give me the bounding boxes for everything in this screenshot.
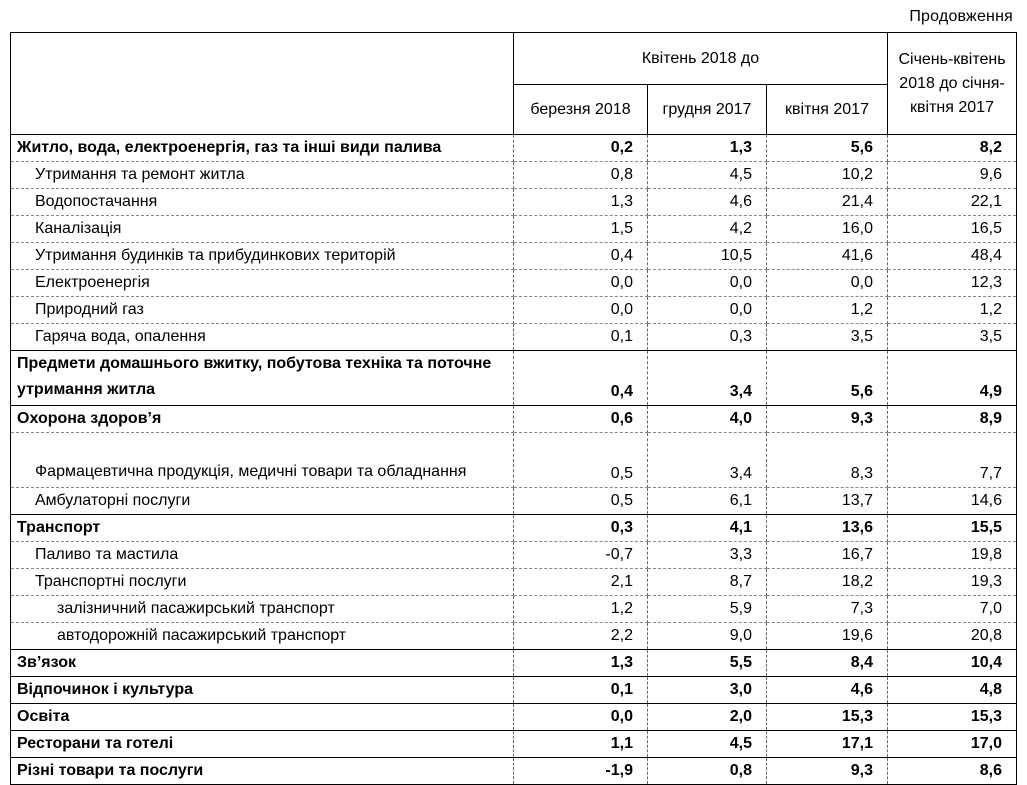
row-value: 4,5 [648, 731, 767, 758]
table-row [11, 406, 1017, 433]
row-value: 19,8 [888, 542, 1017, 569]
row-value: 8,7 [648, 569, 767, 596]
row-label: Транспорт [11, 515, 514, 542]
row-value: 8,9 [888, 406, 1017, 433]
row-label: Фармацевтична продукція, медичні товари та обладнання [11, 433, 514, 488]
table-row [11, 623, 1017, 650]
table-row [11, 731, 1017, 758]
row-value: 0,1 [514, 677, 648, 704]
row-value: -0,7 [514, 542, 648, 569]
row-value: 1,3 [514, 650, 648, 677]
table-row [11, 297, 1017, 324]
row-label: Відпочинок і культура [11, 677, 514, 704]
table-row [11, 569, 1017, 596]
row-value: 4,1 [648, 515, 767, 542]
row-label: Утримання та ремонт житла [11, 162, 514, 189]
table-row [11, 650, 1017, 677]
row-value: 20,8 [888, 623, 1017, 650]
row-value: 1,5 [514, 216, 648, 243]
row-value: 3,0 [648, 677, 767, 704]
row-value: 0,4 [514, 351, 648, 406]
row-value: 9,3 [767, 406, 888, 433]
row-value: 4,0 [648, 406, 767, 433]
row-label: Предмети домашнього вжитку, побутова техніка та поточне утримання житла [11, 351, 514, 406]
row-value: 5,9 [648, 596, 767, 623]
row-value: 0,0 [648, 297, 767, 324]
row-value: 10,4 [888, 650, 1017, 677]
row-value: 0,0 [514, 704, 648, 731]
row-value: 8,2 [888, 135, 1017, 162]
row-value: 7,0 [888, 596, 1017, 623]
row-value: 5,5 [648, 650, 767, 677]
table-row [11, 324, 1017, 351]
row-value: 1,2 [767, 297, 888, 324]
row-label: Природний газ [11, 297, 514, 324]
row-value: 48,4 [888, 243, 1017, 270]
row-value: 4,6 [648, 189, 767, 216]
row-value: 13,7 [767, 488, 888, 515]
row-value: 18,2 [767, 569, 888, 596]
table-row [11, 488, 1017, 515]
row-value: 17,0 [888, 731, 1017, 758]
row-value: 4,9 [888, 351, 1017, 406]
row-label: Освіта [11, 704, 514, 731]
row-value: 22,1 [888, 189, 1017, 216]
table-row [11, 216, 1017, 243]
row-value: 12,3 [888, 270, 1017, 297]
row-value: 8,4 [767, 650, 888, 677]
row-value: 21,4 [767, 189, 888, 216]
row-label: залізничний пасажирський транспорт [11, 596, 514, 623]
row-label: Каналізація [11, 216, 514, 243]
row-value: 0,0 [514, 270, 648, 297]
row-value: 4,6 [767, 677, 888, 704]
row-value: 0,6 [514, 406, 648, 433]
table-row [11, 243, 1017, 270]
header-ytd: Січень-квітень 2018 до січня-квітня 2017 [888, 33, 1017, 135]
row-label: Охорона здоров’я [11, 406, 514, 433]
header-group: Квітень 2018 до [514, 33, 888, 85]
row-value: 1,1 [514, 731, 648, 758]
continuation-label: Продовження [909, 8, 1013, 25]
row-value: 1,3 [514, 189, 648, 216]
row-value: 19,6 [767, 623, 888, 650]
row-value: 16,5 [888, 216, 1017, 243]
row-value: 14,6 [888, 488, 1017, 515]
row-value: 5,6 [767, 351, 888, 406]
row-label: Житло, вода, електроенергія, газ та інші види палива [11, 135, 514, 162]
row-label: Утримання будинків та прибудинкових територій [11, 243, 514, 270]
row-value: 13,6 [767, 515, 888, 542]
row-value: 0,4 [514, 243, 648, 270]
row-value: 0,8 [514, 162, 648, 189]
row-label: Транспортні послуги [11, 569, 514, 596]
row-value: 1,2 [888, 297, 1017, 324]
table-row [11, 677, 1017, 704]
table-row [11, 433, 1017, 488]
row-value: 2,0 [648, 704, 767, 731]
row-value: 41,6 [767, 243, 888, 270]
table-body [11, 135, 1017, 785]
row-value: 16,7 [767, 542, 888, 569]
table-row [11, 162, 1017, 189]
table-row [11, 515, 1017, 542]
row-value: 1,3 [648, 135, 767, 162]
table-row [11, 704, 1017, 731]
row-value: 4,5 [648, 162, 767, 189]
header-col-december: грудня 2017 [648, 85, 767, 135]
header-col-april: квітня 2017 [767, 85, 888, 135]
row-value: 0,1 [514, 324, 648, 351]
row-value: 10,2 [767, 162, 888, 189]
row-value: 3,5 [767, 324, 888, 351]
row-label: Різні товари та послуги [11, 758, 514, 785]
row-value: 0,3 [648, 324, 767, 351]
row-value: 15,3 [888, 704, 1017, 731]
row-value: 15,3 [767, 704, 888, 731]
row-value: 0,5 [514, 433, 648, 488]
row-label: Амбулаторні послуги [11, 488, 514, 515]
row-value: 3,4 [648, 351, 767, 406]
row-value: 2,2 [514, 623, 648, 650]
table-row [11, 270, 1017, 297]
row-value: 19,3 [888, 569, 1017, 596]
table-row [11, 596, 1017, 623]
row-value: 3,3 [648, 542, 767, 569]
row-label: Гаряча вода, опалення [11, 324, 514, 351]
price-index-table [10, 32, 1017, 785]
row-value: 7,7 [888, 433, 1017, 488]
row-value: 4,2 [648, 216, 767, 243]
row-value: 4,8 [888, 677, 1017, 704]
row-value: 3,4 [648, 433, 767, 488]
table-row [11, 189, 1017, 216]
row-value: 8,6 [888, 758, 1017, 785]
row-value: -1,9 [514, 758, 648, 785]
row-value: 1,2 [514, 596, 648, 623]
row-value: 0,0 [648, 270, 767, 297]
row-value: 16,0 [767, 216, 888, 243]
row-value: 7,3 [767, 596, 888, 623]
header-col-march: березня 2018 [514, 85, 648, 135]
row-value: 17,1 [767, 731, 888, 758]
row-value: 5,6 [767, 135, 888, 162]
row-value: 9,0 [648, 623, 767, 650]
row-value: 0,3 [514, 515, 648, 542]
table-row [11, 135, 1017, 162]
table-row [11, 542, 1017, 569]
row-label: Електроенергія [11, 270, 514, 297]
row-label: Зв’язок [11, 650, 514, 677]
row-value: 8,3 [767, 433, 888, 488]
row-label: Водопостачання [11, 189, 514, 216]
row-value: 0,2 [514, 135, 648, 162]
row-label: Ресторани та готелі [11, 731, 514, 758]
row-value: 10,5 [648, 243, 767, 270]
row-value: 2,1 [514, 569, 648, 596]
row-label: Паливо та мастила [11, 542, 514, 569]
table-row [11, 351, 1017, 406]
table-row [11, 758, 1017, 785]
row-value: 0,0 [767, 270, 888, 297]
row-value: 0,0 [514, 297, 648, 324]
row-label: автодорожній пасажирський транспорт [11, 623, 514, 650]
header-corner [11, 33, 514, 135]
row-value: 6,1 [648, 488, 767, 515]
row-value: 0,8 [648, 758, 767, 785]
row-value: 3,5 [888, 324, 1017, 351]
row-value: 9,6 [888, 162, 1017, 189]
row-value: 15,5 [888, 515, 1017, 542]
row-value: 9,3 [767, 758, 888, 785]
row-value: 0,5 [514, 488, 648, 515]
